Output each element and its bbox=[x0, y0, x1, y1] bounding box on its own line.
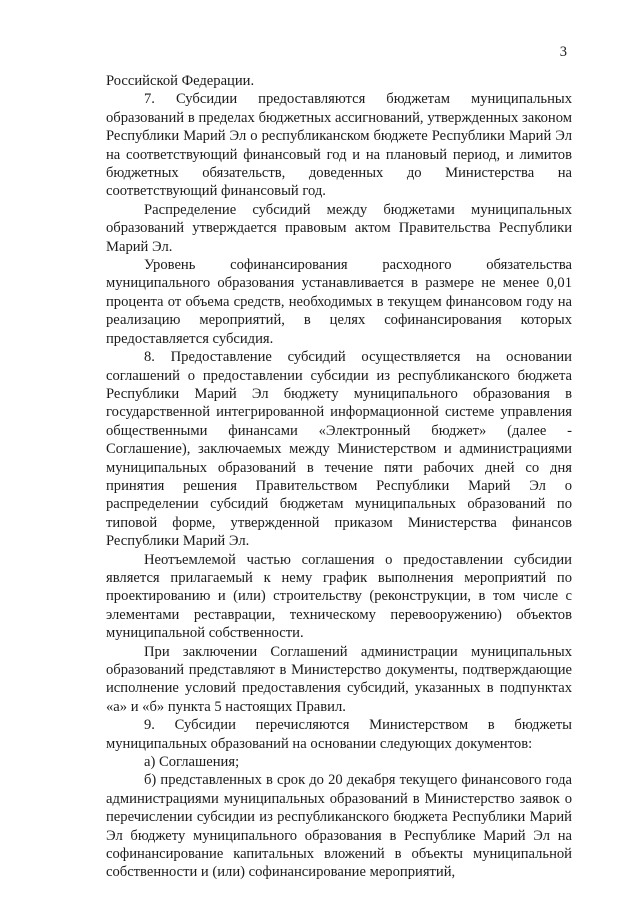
paragraph-distribution: Распределение субсидий между бюджетами муниципальных образований утверждается правовым актом Правительства Республики Марий Эл. bbox=[106, 201, 572, 255]
paragraph-cofinancing-level: Уровень софинансирования расходного обязательства муниципального образования устанавливается в размере не менее 0,01 процента от объема средств, необходимых в текущем финансовом году на реализацию мероприятий, в целях софинансирования которых предоставляется субсидия. bbox=[106, 257, 572, 347]
paragraph-continuation: Российской Федерации. bbox=[106, 73, 255, 89]
page-number: 3 bbox=[559, 44, 567, 60]
paragraph-item-a: а) Соглашения; bbox=[144, 754, 240, 771]
paragraph-schedule: Неотъемлемой частью соглашения о предоставлении субсидии является прилагаемый к нему график выполнения мероприятий по проектированию и (или) строительству (реконструкции, в том числе с элементами реставрации, техническому перевооружению) объектов муниципальной собственности. bbox=[106, 551, 572, 642]
paragraph-clause-9: 9. Субсидии перечисляются Министерством в бюджеты муниципальных образований на основании следующих документов: bbox=[106, 717, 572, 752]
paragraph-clause-7: 7. Субсидии предоставляются бюджетам муниципальных образований в пределах бюджетных ассигнований, утвержденных законом Республики Марий Эл о республиканском бюджете Республики Марий Эл на соответствующий финансовый год и на плановый период, и лимитов бюджетных обязательств, доведенных до Министерства на соответствующий финансовый год. bbox=[106, 91, 572, 200]
paragraph-item-b: б) представленных в срок до 20 декабря текущего финансового года администрациями муниципальных образований в Министерство заявок о перечислении субсидии из республиканского бюджета Республики Марий Эл бюджету муниципального образования в Республике Марий Эл на софинансирование капитальных вложений в объекты муниципальной собственности и (или) софинансирование мероприятий, bbox=[106, 772, 572, 881]
paragraph-clause-8: 8. Предоставление субсидий осуществляется на основании соглашений о предоставлении субсидии из республиканского бюджета Республики Марий Эл бюджету муниципального образования в государственной интегрированной информационной системе управления общественными финансами «Электронный бюджет» (далее - Соглашение), заключаемых между Министерством и администрациями муниципальных образований в течение пяти рабочих дней со дня принятия решения Правительством Республики Марий Эл о распределении субсидий бюджетам муниципальных образований по типовой форме, утвержденной приказом Министерства финансов Республики Марий Эл. bbox=[106, 349, 572, 550]
paragraph-documents: При заключении Соглашений администрации муниципальных образований представляют в Министерство документы, подтверждающие исполнение условий предоставления субсидий, указанных в подпунктах «а» и «б» пункта 5 настоящих Правил. bbox=[106, 643, 572, 715]
document-body bbox=[106, 72, 572, 882]
